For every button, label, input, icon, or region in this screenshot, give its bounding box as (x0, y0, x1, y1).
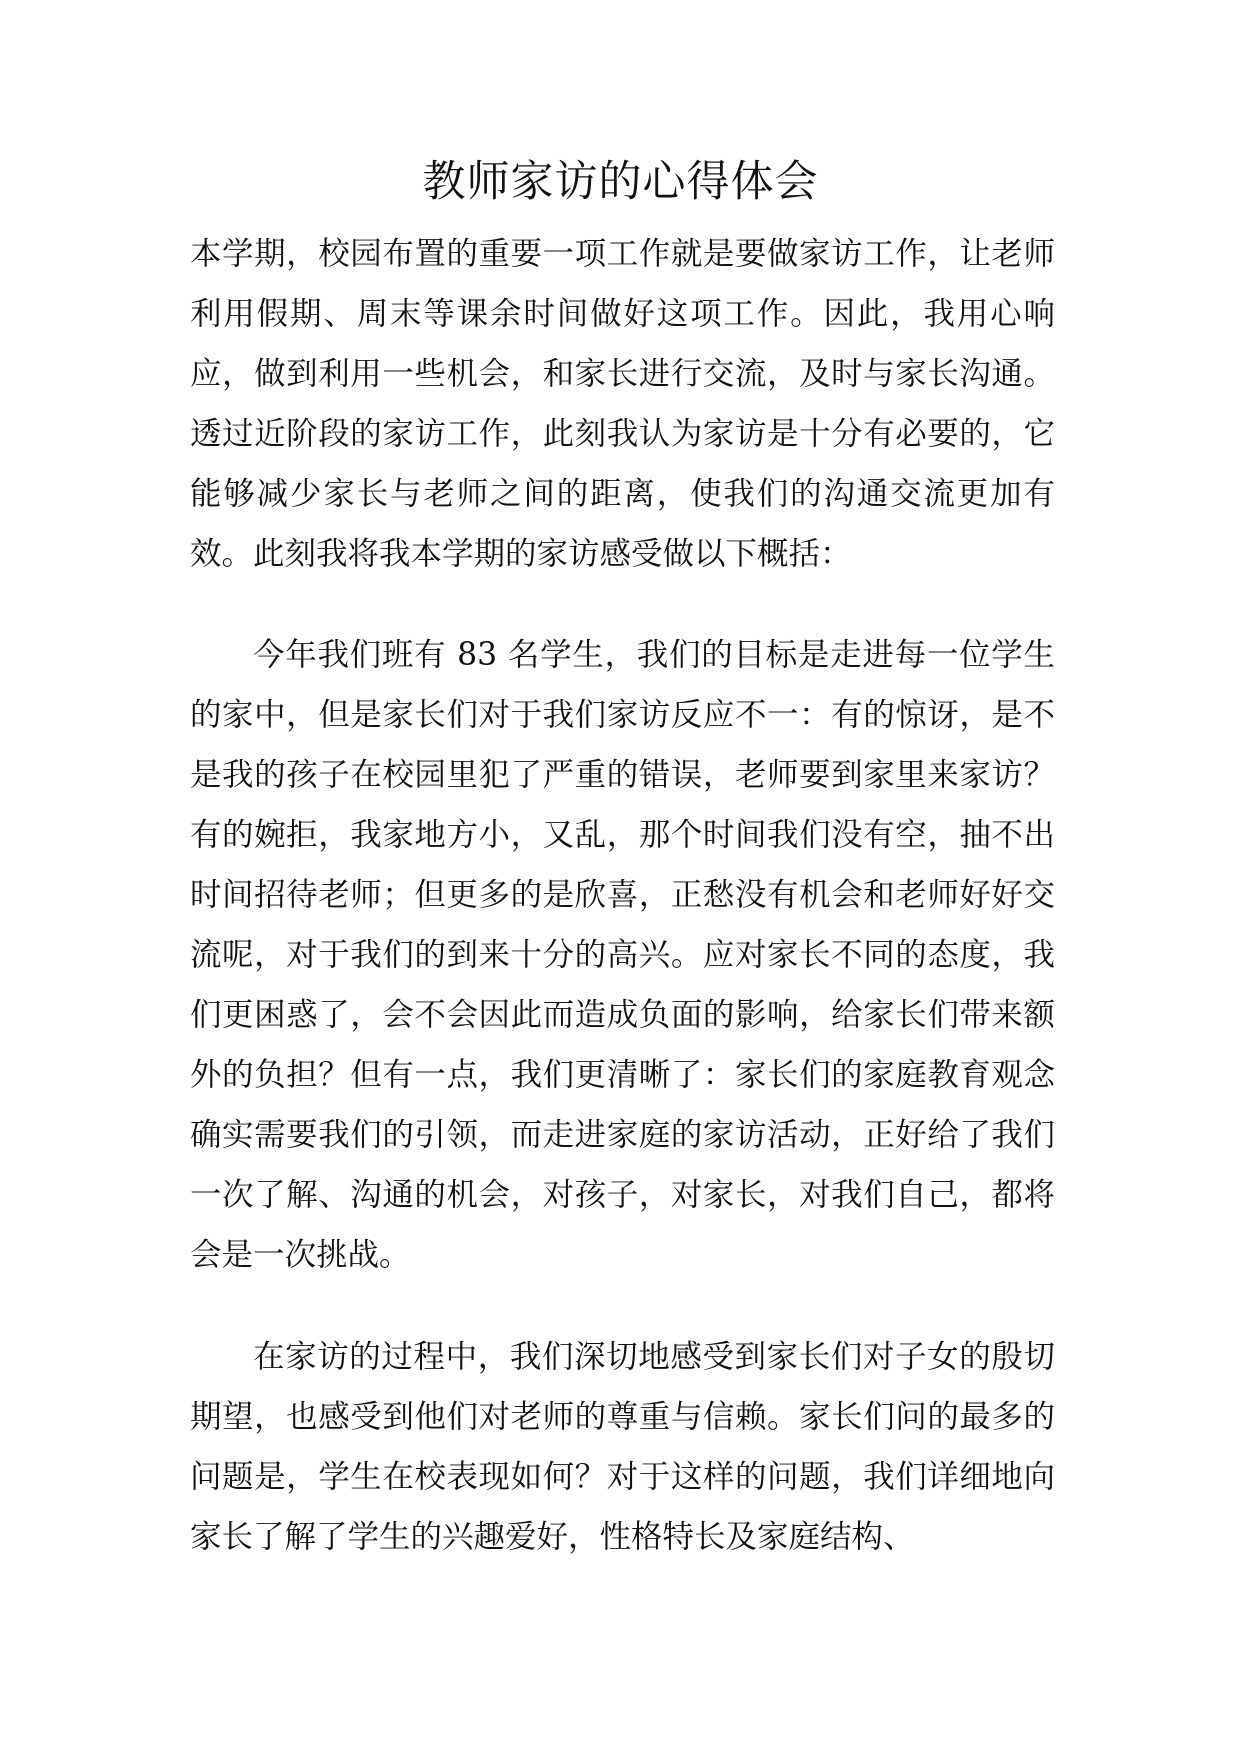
paragraph-1: 本学期，校园布置的重要一项工作就是要做家访工作，让老师利用假期、周末等课余时间做好这项工作。因此，我用心响应，做到利用一些机会，和家长进行交流，及时与家长沟通。透过近阶段的家访工作，此刻我认为家访是十分有必要的，它能够减少家长与老师之间的距离，使我们的沟通交流更加有效。此刻我将我本学期的家访感受做以下概括： (190, 236, 1055, 572)
document-title: 教师家访的心得体会 (422, 157, 819, 207)
paragraph-3: 在家访的过程中，我们深切地感受到家长们对子女的殷切期望，也感受到他们对老师的尊重与信赖。家长们问的最多的问题是，学生在校表现如何？对于这样的问题，我们详细地向家长了解了学生的兴趣爱好，性格特长及家庭结构、 (190, 1339, 1055, 1555)
paragraph-2: 今年我们班有 83 名学生，我们的目标是走进每一位学生的家中，但是家长们对于我们家访反应不一：有的惊讶，是不是我的孩子在校园里犯了严重的错误，老师要到家里来家访？有的婉拒，我家地方小，又乱，那个时间我们没有空，抽不出时间招待老师；但更多的是欣喜，正愁没有机会和老师好好交流呢，对于我们的到来十分的高兴。应对家长不同的态度，我们更困惑了，会不会因此而造成负面的影响，给家长们带来额外的负担？但有一点，我们更清晰了：家长们的家庭教育观念确实需要我们的引领，而走进家庭的家访活动，正好给了我们一次了解、沟通的机会，对孩子，对家长，对我们自己，都将会是一次挑战。 (190, 637, 1055, 1273)
